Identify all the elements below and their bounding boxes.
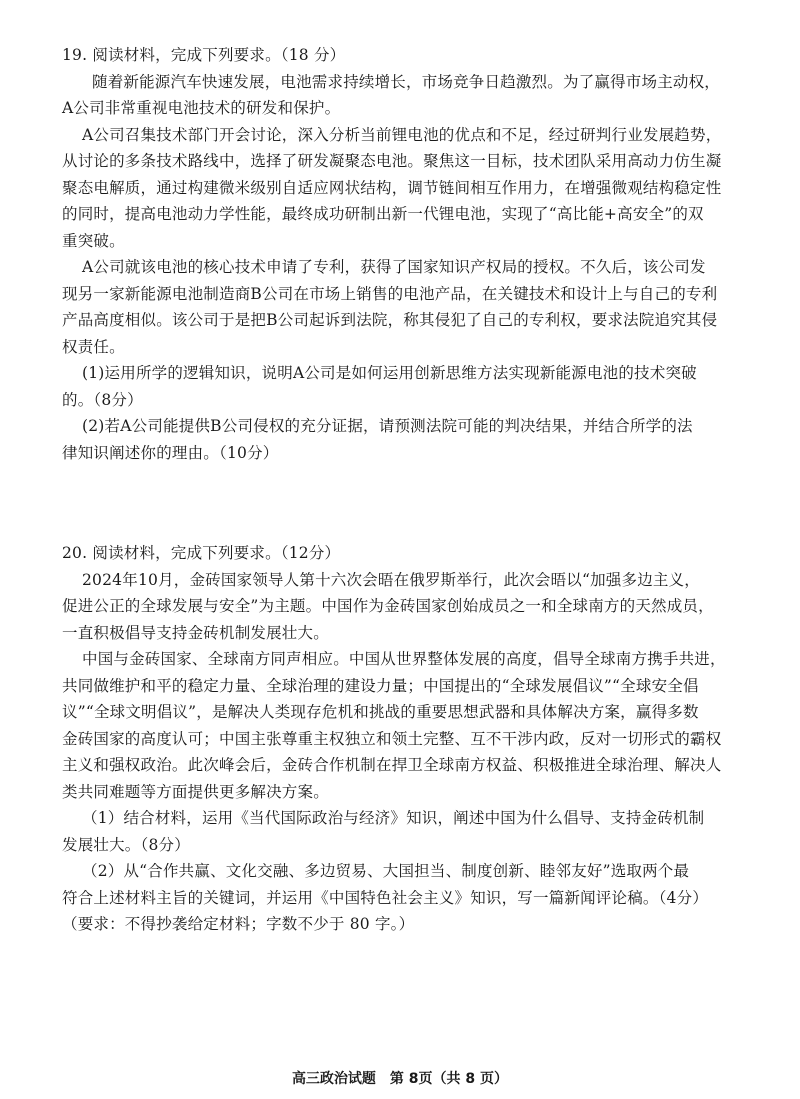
q19-para1-line: A公司非常重视电池技术的研发和保护。 (62, 99, 341, 117)
q20-subquestion-2: 符合上述材料主旨的关键词，并运用《中国特色社会主义》知识，写一篇新闻评论稿。（4分） (62, 888, 709, 907)
q20-para1-line: 2024年10月，金砖国家领导人第十六次会晤在俄罗斯举行，此次会晤以“加强多边主义， (82, 570, 700, 589)
q20-para2-line: 中国与金砖国家、全球南方同声相应。中国从世界整体发展的高度，倡导全球南方携手共进， (82, 650, 726, 668)
page-footer: 高三政治试题 第 8页（共 8 页） (291, 1071, 509, 1087)
q19-para2-line: 聚态电解质，通过构建微米级别自适应网状结构，调节链间相互作用力，在增强微观结构稳定性 (62, 178, 722, 197)
q20-para1-line: 一直积极倡导支持金砖机制发展壮大。 (62, 623, 329, 642)
q19-subquestion-1: (1)运用所学的逻辑知识，说明A公司是如何运用创新思维方法实现新能源电池的技术突破 (82, 364, 697, 382)
question-19 (62, 42, 774, 466)
q19-subquestion-1: 的。（8分） (62, 390, 143, 409)
q19-subquestion-2: 律知识阐述你的理由。（10分） (62, 443, 279, 462)
q20-para2-line: 类共同难题等方面提供更多解决方案。 (62, 782, 329, 801)
q19-para1-line: 随着新能源汽车快速发展，电池需求持续增长，市场竞争日趋激烈。为了赢得市场主动权， (92, 72, 721, 91)
q19-para2-line: 从讨论的多条技术路线中，选择了研发凝聚态电池。聚焦这一目标，技术团队采用高动力仿生凝 (62, 152, 722, 170)
q19-para3-line: A公司就该电池的核心技术申请了专利，获得了国家知识产权局的授权。不久后，该公司发 (82, 258, 706, 276)
q19-para2-line: A公司召集技术部门开会讨论，深入分析当前锂电池的优点和不足，经过研判行业发展趋势， (82, 125, 722, 144)
q20-para2-line: 主义和强权政治。此次峰会后，金砖合作机制在捍卫全球南方权益、积极推进全球治理、解决人 (62, 756, 722, 774)
q20-subquestion-1: （1）结合材料，运用《当代国际政治与经济》知识，阐述中国为什么倡导、支持金砖机制 (82, 809, 705, 827)
question-19-header: 19. 阅读材料，完成下列要求。（18 分） (62, 46, 346, 64)
q20-para1-line: 促进公正的全球发展与安全”为主题。中国作为金砖国家创始成员之一和全球南方的天然成员， (62, 597, 714, 615)
q20-para2-line: 共同做维护和平的稳定力量、全球治理的建设力量；中国提出的“全球发展倡议”“全球安全倡 (62, 676, 699, 695)
q20-subquestion-2: （2）从“合作共赢、文化交融、多边贸易、大国担当、制度创新、睦邻友好”选取两个最 (82, 862, 690, 880)
q20-para2-line: 金砖国家的高度认可；中国主张尊重主权独立和领土完整、互不干涉内政，反对一切形式的霸权 (62, 729, 722, 748)
q19-para3-line: 产品高度相似。该公司于是把B公司起诉到法院，称其侵犯了自己的专利权，要求法院追究其侵 (62, 311, 718, 329)
q20-requirement-note: （要求：不得抄袭给定材料；字数不少于 80 字。） (62, 915, 415, 933)
q19-subquestion-2: (2)若A公司能提供B公司侵权的充分证据，请预测法院可能的判决结果，并结合所学的法 (82, 417, 693, 435)
q19-para2-line: 重突破。 (62, 231, 125, 250)
question-20-header: 20. 阅读材料，完成下列要求。（12分） (62, 544, 341, 562)
q20-subquestion-1: 发展壮大。（8分） (62, 835, 190, 854)
q20-para2-line: 议”“全球文明倡议”，是解决人类现存危机和挑战的重要思想武器和具体解决方案，赢得多数 (62, 703, 699, 721)
q19-para3-line: 现另一家新能源电池制造商B公司在市场上销售的电池产品，在关键技术和设计上与自己的专利 (62, 284, 718, 303)
q19-para2-line: 的同时，提高电池动力学性能，最终成功研制出新一代锂电池，实现了“高比能+高安全”的双 (62, 205, 704, 223)
q19-para3-line: 权责任。 (62, 337, 125, 356)
question-20 (62, 540, 774, 938)
